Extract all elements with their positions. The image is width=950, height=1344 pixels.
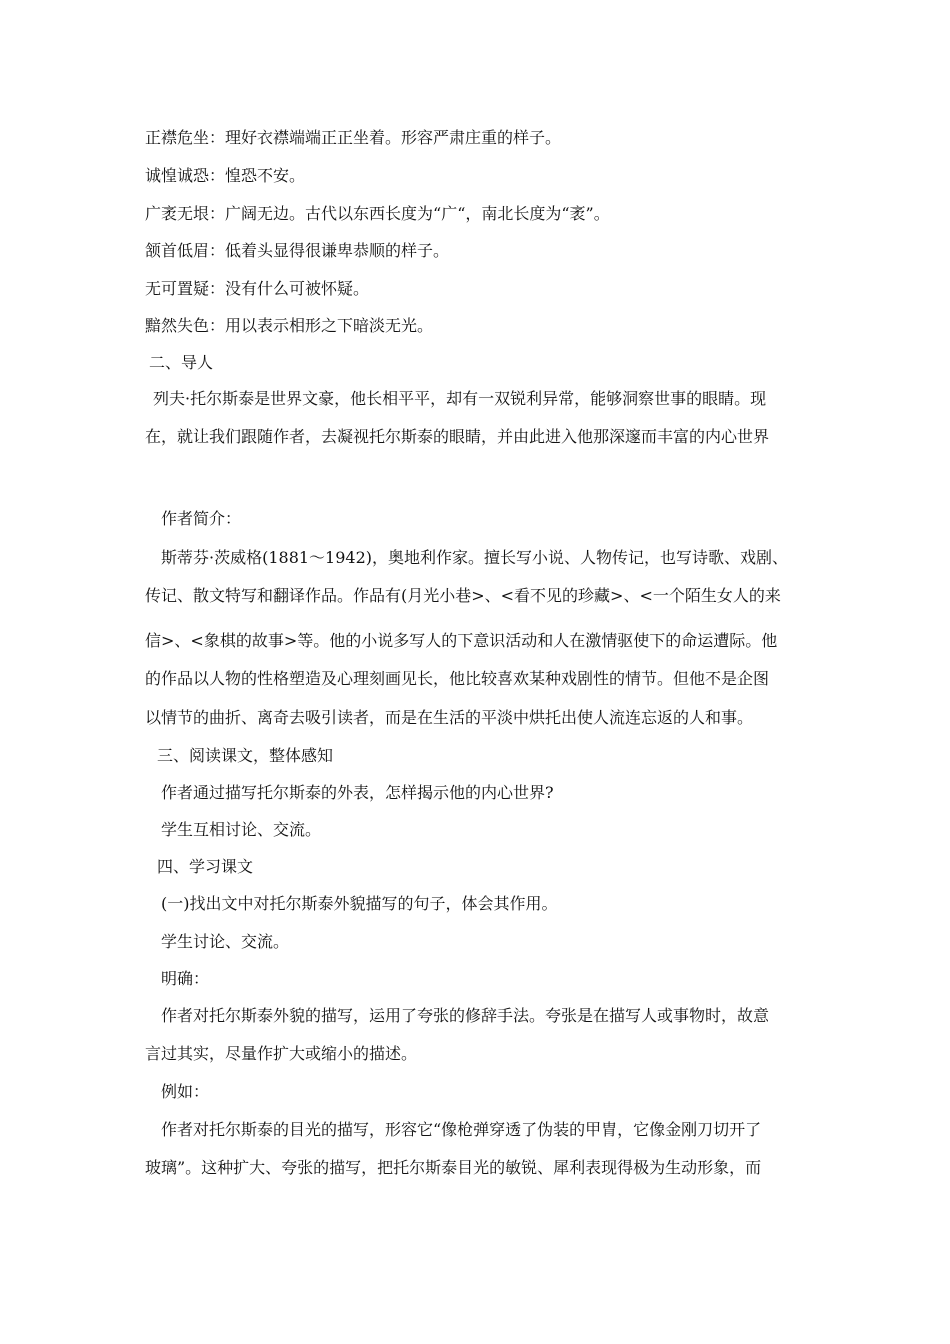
vocab-item — [145, 278, 369, 300]
vocab-item — [145, 315, 433, 337]
author-paragraph-line: 以情节的曲折、离奇去吸引读者，而是在生活的平淡中烘托出使人流连忘返的人和事。 — [145, 708, 754, 727]
vocab-term: 广袤无垠 — [145, 204, 210, 223]
author-paragraph-line: 的作品以人物的性格塑造及心理刻画见长，他比较喜欢某种戏剧性的情节。但他不是企图 — [145, 669, 770, 688]
explanation-line: 言过其实，尽量作扩大或缩小的描述。 — [145, 1044, 418, 1063]
vocab-term: 黯然失色 — [145, 316, 210, 335]
section-heading-reading: 三、阅读课文，整体感知 — [157, 746, 334, 765]
example-line: 玻璃”。这种扩大、夸张的描写，把托尔斯泰目光的敏锐、犀利表现得极为生动形象，而 — [145, 1158, 762, 1177]
vocab-term: 无可置疑 — [145, 279, 210, 298]
section-heading-intro: 二、导人 — [149, 353, 214, 372]
intro-paragraph-line: 列夫·托尔斯泰是世界文豪，他长相平平，却有一双锐利异常，能够洞察世事的眼睛。现 — [153, 389, 767, 408]
section-heading-study: 四、学习课文 — [157, 857, 254, 876]
explanation-line: 作者对托尔斯泰外貌的描写，运用了夸张的修辞手法。夸张是在描写人或事物时，故意 — [161, 1006, 770, 1025]
author-paragraph-line: 斯蒂芬·茨威格(1881～1942)，奥地利作家。擅长写小说、人物传记，也写诗歌、戏剧、 — [161, 548, 789, 567]
vocab-definition: ：理好衣襟端端正正坐着。形容严肃庄重的样子。 — [209, 128, 562, 147]
example-label: 例如： — [161, 1082, 210, 1101]
vocab-definition: ：没有什么可被怀疑。 — [209, 279, 370, 298]
vocab-definition: ：低着头显得很谦卑恭顺的样子。 — [209, 241, 450, 260]
author-paragraph-line: 传记、散文特写和翻译作品。作品有(月光小巷>、<看不见的珍藏>、<一个陌生女人的来 — [145, 586, 781, 605]
reading-activity: 学生互相讨论、交流。 — [161, 820, 322, 839]
author-paragraph-line: 信>、<象棋的故事>等。他的小说多写人的下意识活动和人在激情驱使下的命运遭际。他 — [145, 631, 778, 650]
author-heading: 作者简介： — [161, 509, 242, 528]
example-line: 作者对托尔斯泰的目光的描写，形容它“像枪弹穿透了伪装的甲胄，它像金刚刀切开了 — [161, 1120, 762, 1139]
vocab-item — [145, 203, 610, 225]
intro-paragraph-line: 在，就让我们跟随作者，去凝视托尔斯泰的眼睛，并由此进入他那深邃而丰富的内心世界 — [145, 427, 770, 446]
study-subheading: (一)找出文中对托尔斯泰外貌描写的句子，体会其作用。 — [161, 894, 558, 913]
vocab-term: 颔首低眉 — [145, 241, 210, 260]
study-activity: 学生讨论、交流。 — [161, 932, 290, 951]
vocab-item — [145, 127, 561, 149]
vocab-term: 诚惶诚恐 — [145, 166, 210, 185]
vocab-definition: ：惶恐不安。 — [209, 166, 306, 185]
vocab-item — [145, 165, 305, 187]
vocab-definition: ：用以表示相形之下暗淡无光。 — [209, 316, 434, 335]
clarify-label: 明确： — [161, 969, 210, 988]
vocab-term: 正襟危坐 — [145, 128, 210, 147]
vocab-definition: ：广阔无边。古代以东西长度为“广“，南北长度为“袤”。 — [209, 204, 610, 223]
vocab-item — [145, 240, 449, 262]
reading-question: 作者通过描写托尔斯泰的外表，怎样揭示他的内心世界? — [161, 783, 554, 802]
